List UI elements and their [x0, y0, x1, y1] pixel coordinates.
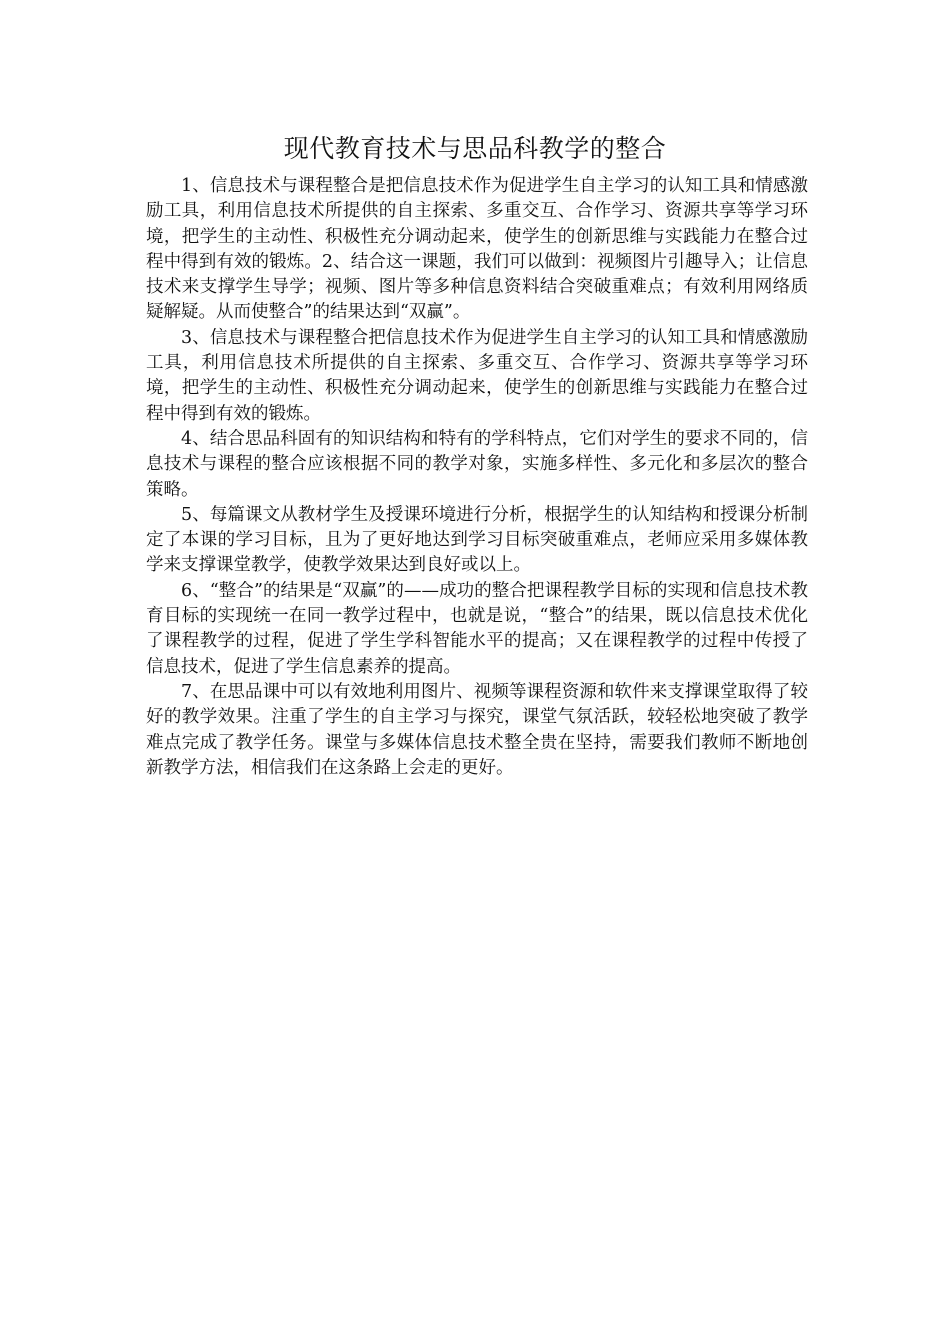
paragraph-7: 7、在思品课中可以有效地利用图片、视频等课程资源和软件来支撑课堂取得了较好的教学效果。注重了学生的自主学习与探究，课堂气氛活跃，较轻松地突破了教学难点完成了教学任务。课堂与多媒体信息技术整全贵在坚持，需要我们教师不断地创新教学方法，相信我们在这条路上会走的更好。 [146, 681, 808, 778]
paragraph-4: 4、结合思品科固有的知识结构和特有的学科特点，它们对学生的要求不同的，信息技术与课程的整合应该根据不同的教学对象，实施多样性、多元化和多层次的整合策略。 [146, 428, 808, 500]
document-title: 现代教育技术与思品科教学的整合 [283, 134, 667, 163]
document-body [146, 174, 808, 781]
paragraph-3: 3、信息技术与课程整合把信息技术作为促进学生自主学习的认知工具和情感激励工具，利用信息技术所提供的自主探索、多重交互、合作学习、资源共享等学习环境，把学生的主动性、积极性充分调动起来，使学生的创新思维与实践能力在整合过程中得到有效的锻炼。 [146, 327, 808, 424]
paragraph-5: 5、每篇课文从教材学生及授课环境进行分析，根据学生的认知结构和授课分析制定了本课的学习目标，且为了更好地达到学习目标突破重难点，老师应采用多媒体教学来支撑课堂教学，使教学效果达到良好或以上。 [146, 504, 808, 576]
paragraph-6: 6、“整合”的结果是“双赢”的——成功的整合把课程教学目标的实现和信息技术教育目标的实现统一在同一教学过程中，也就是说，“整合”的结果，既以信息技术优化了课程教学的过程，促进了学生学科智能水平的提高；又在课程教学的过程中传授了信息技术，促进了学生信息素养的提高。 [146, 580, 808, 677]
paragraph-1: 1、信息技术与课程整合是把信息技术作为促进学生自主学习的认知工具和情感激励工具，利用信息技术所提供的自主探索、多重交互、合作学习、资源共享等学习环境，把学生的主动性、积极性充分调动起来，使学生的创新思维与实践能力在整合过程中得到有效的锻炼。2、结合这一课题，我们可以做到：视频图片引趣导入；让信息技术来支撑学生导学；视频、图片等多种信息资料结合突破重难点；有效利用网络质疑解疑。从而使整合”的结果达到“双赢”。 [146, 176, 808, 323]
